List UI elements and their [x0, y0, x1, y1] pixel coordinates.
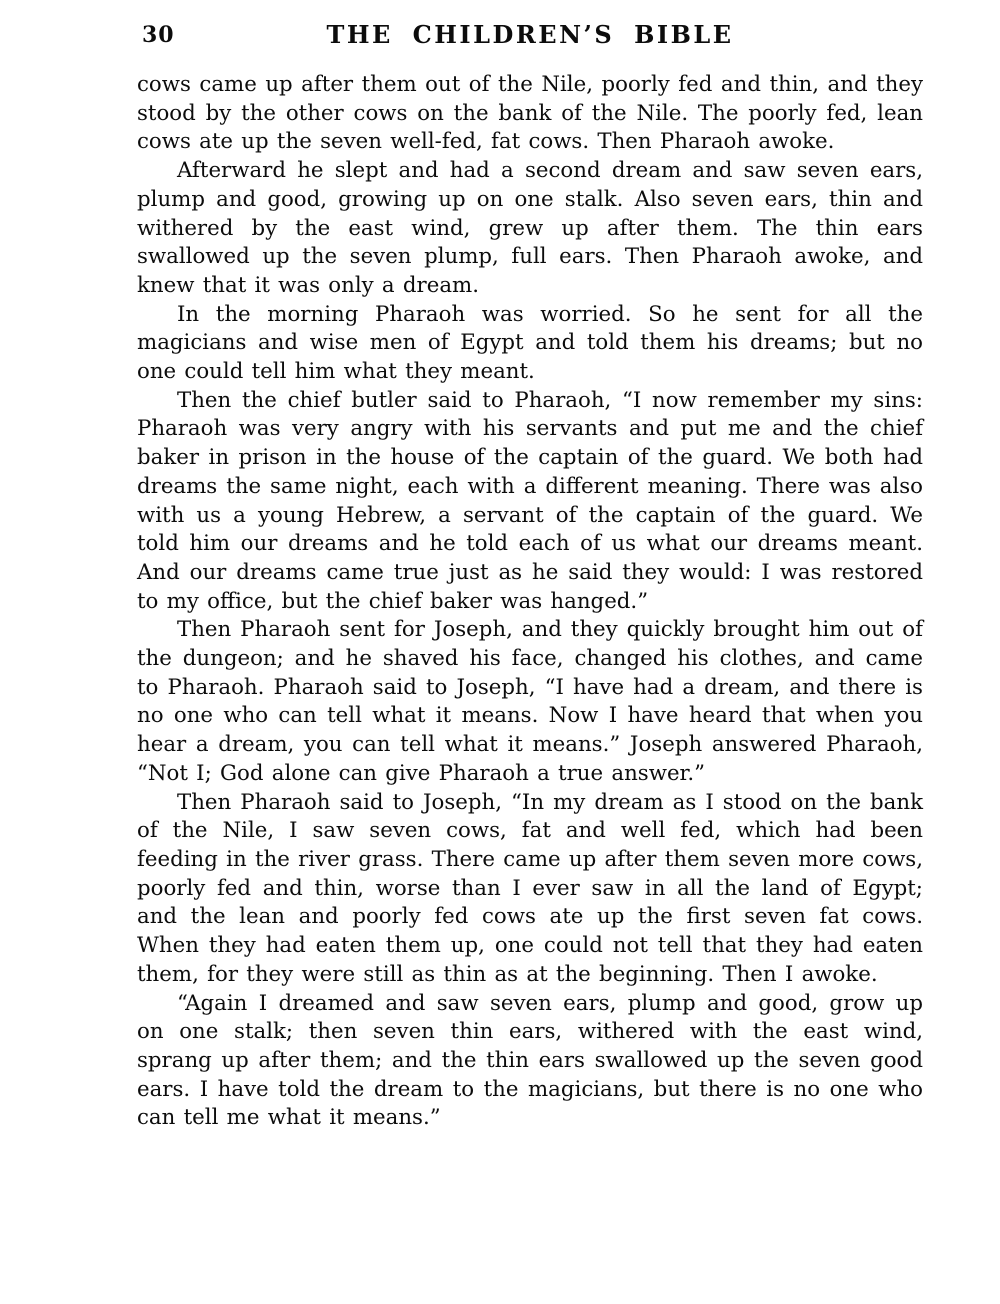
paragraph: Afterward he slept and had a second dream and saw seven ears, plump and good, growing up on one stalk. Also seven ears, thin and withered by the east wind, grew up after them. The thin ears swallowed up the seven plump, full ears. Then Pharaoh awoke, and knew that it was only a dream. — [137, 158, 923, 298]
paragraph: cows came up after them out of the Nile, poorly fed and thin, and they stood by the other cows on the bank of the Nile. The poorly fed, lean cows ate up the seven well-fed, fat cows. Then Pharaoh awoke. — [137, 72, 923, 155]
page-number: 30 — [142, 22, 175, 48]
text-block — [137, 71, 923, 1133]
paragraph: “Again I dreamed and saw seven ears, plump and good, grow up on one stalk; then seven thin ears, withered with the east wind, sprang up after them; and the thin ears swallowed up the seven good ears. I have told the dream to the magicians, but there is no one who can tell me what it means.” — [137, 990, 923, 1131]
running-title: THE CHILDREN’S BIBLE — [326, 20, 734, 49]
paragraph: Then Pharaoh said to Joseph, “In my dream as I stood on the bank of the Nile, I saw seven cows, fat and well fed, which had been feeding in the river grass. There came up after them seven more cows, poorly fed and thin, worse than I ever saw in all the land of Egypt; and the lean and poorly fed cows ate up the first seven fat cows. When they had eaten them up, one could not tell that they had eaten them, for they were still as thin as at the beginning. Then I awoke. — [137, 789, 923, 987]
paragraph: In the morning Pharaoh was worried. So he sent for all the magicians and wise men of Egypt and told them his dreams; but no one could tell him what they meant. — [137, 301, 923, 385]
paragraph: Then Pharaoh sent for Joseph, and they quickly brought him out of the dungeon; and he shaved his face, changed his clothes, and came to Pharaoh. Pharaoh said to Joseph, “I have had a dream, and there is no one who can tell what it means. Now I have heard that when you hear a dream, you can tell what it means.” Joseph answered Pharaoh, “Not I; God alone can give Pharaoh a true answer.” — [137, 617, 923, 786]
page-header — [137, 20, 923, 54]
paragraph: Then the chief butler said to Pharaoh, “I now remember my sins: Pharaoh was very angry with his servants and put me and the chief baker in prison in the house of the captain of the guard. We both had dreams the same night, each with a different meaning. There was also with us a young Hebrew, a servant of the captain of the guard. We told him our dreams and he told each of us what our dreams meant. And our dreams came true just as he said they would: I was restored to my office, but the chief baker was hanged.” — [137, 387, 923, 614]
